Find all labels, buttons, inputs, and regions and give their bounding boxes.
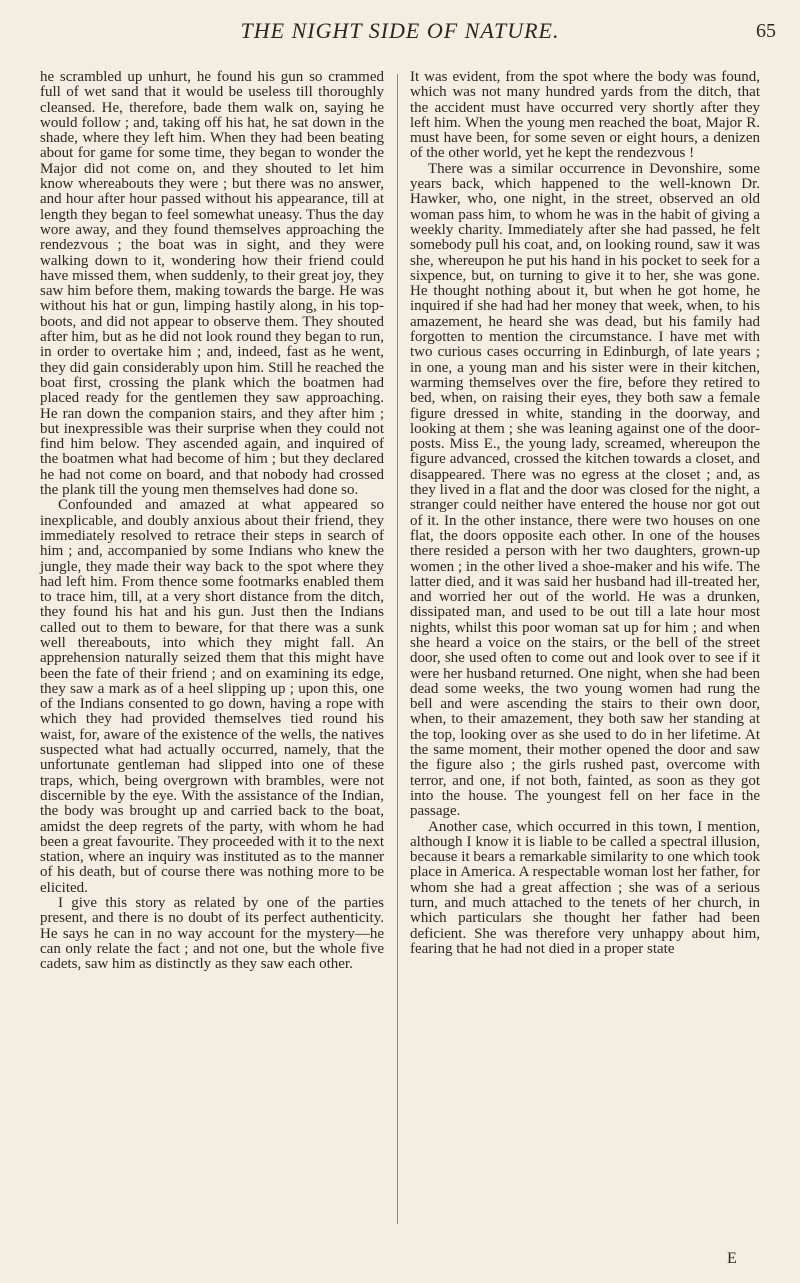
paragraph: he scrambled up unhurt, he found his gun so crammed full of wet sand that it would be useless till thoroughly cleansed. He, therefore, bade them walk on, saying he would follow ; and, taking off his hat, he sat down in the shade, where they left him. When they had been beating about for game for some time, they began to wonder the Major did not come on, and they shouted to let him know whereabouts they were ; but there was no answer, and hour after hour passed without his appearance, till at length they began to feel somewhat uneasy. Thus the day wore away, and they found themselves approaching the rendezvous ; the boat was in sight, and they were walking down to it, wondering how their friend could have missed them, when suddenly, to their great joy, they saw him before them, making towards the barge. He was without his hat or gun, limping hastily along, in his top-boots, and did not appear to observe them. They shouted after him, but as he did not look round they began to run, in order to overtake him ; and, indeed, fast as he went, they did gain considerably upon him. Still he reached the boat first, crossing the plank which the boatmen had placed ready for the gentlemen they saw approaching. He ran down the companion stairs, and they after him ; but inexpressible was their surprise when they could not find him below. They ascended again, and inquired of the boatmen what had become of him ; but they declared he had not come on board, and that nobody had crossed the plank till the young men themselves had done so. [40,69,384,499]
left-column [40,70,384,973]
column-divider [397,74,398,1224]
paragraph: There was a similar occurrence in Devonshire, some years back, which happened to the well-known Dr. Hawker, who, one night, in the street, observed an old woman pass him, to whom he was in the habit of giving a weekly charity. Immediately after she had passed, he felt somebody pull his coat, and, on looking round, saw it was she, whereupon he put his hand in his pocket to seek for a sixpence, but, on turning to give it to her, she was gone. He thought nothing about it, but when he got home, he inquired if she had had her money that week, when, to his amazement, he heard she was dead, but his family had forgotten to mention the circumstance. I have met with two curious cases occurring in Edinburgh, of late years ; in one, a young man and his sister were in their kitchen, warming themselves over the fire, before they retired to bed, when, on raising their eyes, they both saw a female figure dressed in white, standing in the doorway, and looking at them ; she was leaning against one of the door-posts. Miss E., the young lady, screamed, whereupon the figure advanced, crossed the kitchen towards a closet, and disappeared. There was no egress at the closet ; and, as they lived in a flat and the door was closed for the night, a stranger could neither have entered the house nor got out of it. In the other instance, there were two houses on one flat, the doors opposite each other. In one of the houses there resided a person with her two daughters, grown-up women ; in the other lived a shoe-maker and his wife. The latter died, and it was said her husband had ill-treated her, and worried her out of the world. He was a drunken, dissipated man, and used to be out till a late hour most nights, whilst this poor woman sat up for him ; and when she heard a voice on the stairs, or the bell of the street door, she used often to come out and look over to see if it were her husband returned. One night, when she had been dead some weeks, the two young women had rung the bell and were ascending the stairs to their own door, when, to their amazement, they both saw her standing at the top, looking over as she used to do in her lifetime. At the same moment, their mother opened the door and saw the figure also ; the girls rushed past, overcome with terror, and one, if not both, fainted, as soon as they got into the house. The youngest fell on her face in the passage. [410,160,760,820]
paragraph: It was evident, from the spot where the body was found, which was not many hundred yards from the ditch, that the accident must have occurred very shortly after they left him. When the young men reached the boat, Major R. must have been, for some seven or eight hours, a denizen of the other world, yet he kept the rendezvous ! [410,69,760,162]
paragraph: Confounded and amazed at what appeared so inexplicable, and doubly anxious about their friend, they immediately resolved to retrace their steps in search of him ; and, accompanied by some Indians who knew the jungle, they made their way back to the spot where they had left him. From thence some footmarks enabled them to trace him, till, at a very short distance from the ditch, they found his hat and his gun. Just then the Indians called out to them to beware, for that there was a sunk well thereabouts, into which they might fall. An apprehension naturally seized them that this might have been the fate of their friend ; and on examining its edge, they saw a mark as of a heel slipping up ; upon this, one of the Indians consented to go down, having a rope with which they had provided themselves tied round his waist, for, aware of the existence of the wells, the natives suspected what had actually occurred, namely, that the unfortunate gentleman had slipped into one of these traps, which, being overgrown with brambles, were not discernible by the eye. With the assistance of the Indian, the body was brought up and carried back to the boat, amidst the deep regrets of the party, with whom he had been a great favourite. They proceeded with it to the next station, where an inquiry was instituted as to the manner of his death, but of course there was nothing more to be elicited. [40,497,384,896]
paragraph: I give this story as related by one of the parties present, and there is no doubt of its perfect authenticity. He says he can in no way account for the mystery—he can only relate the fact ; and not one, but the whole five cadets, saw him as distinctly as they saw each other. [40,895,384,973]
paragraph: Another case, which occurred in this town, I mention, although I know it is liable to be called a spectral illusion, because it bears a remarkable similarity to one which took place in America. A respectable woman lost her father, for whom she had a great affection ; she was of a serious turn, and much attached to the tenets of her church, in which particulars she thought her father had been deficient. She was therefore very unhappy about him, fearing that he had not died in a proper state [410,818,760,957]
signature-mark: E [727,1250,737,1267]
page-number: 65 [756,20,776,42]
right-column [410,70,760,957]
running-title: THE NIGHT SIDE OF NATURE. [240,18,560,43]
